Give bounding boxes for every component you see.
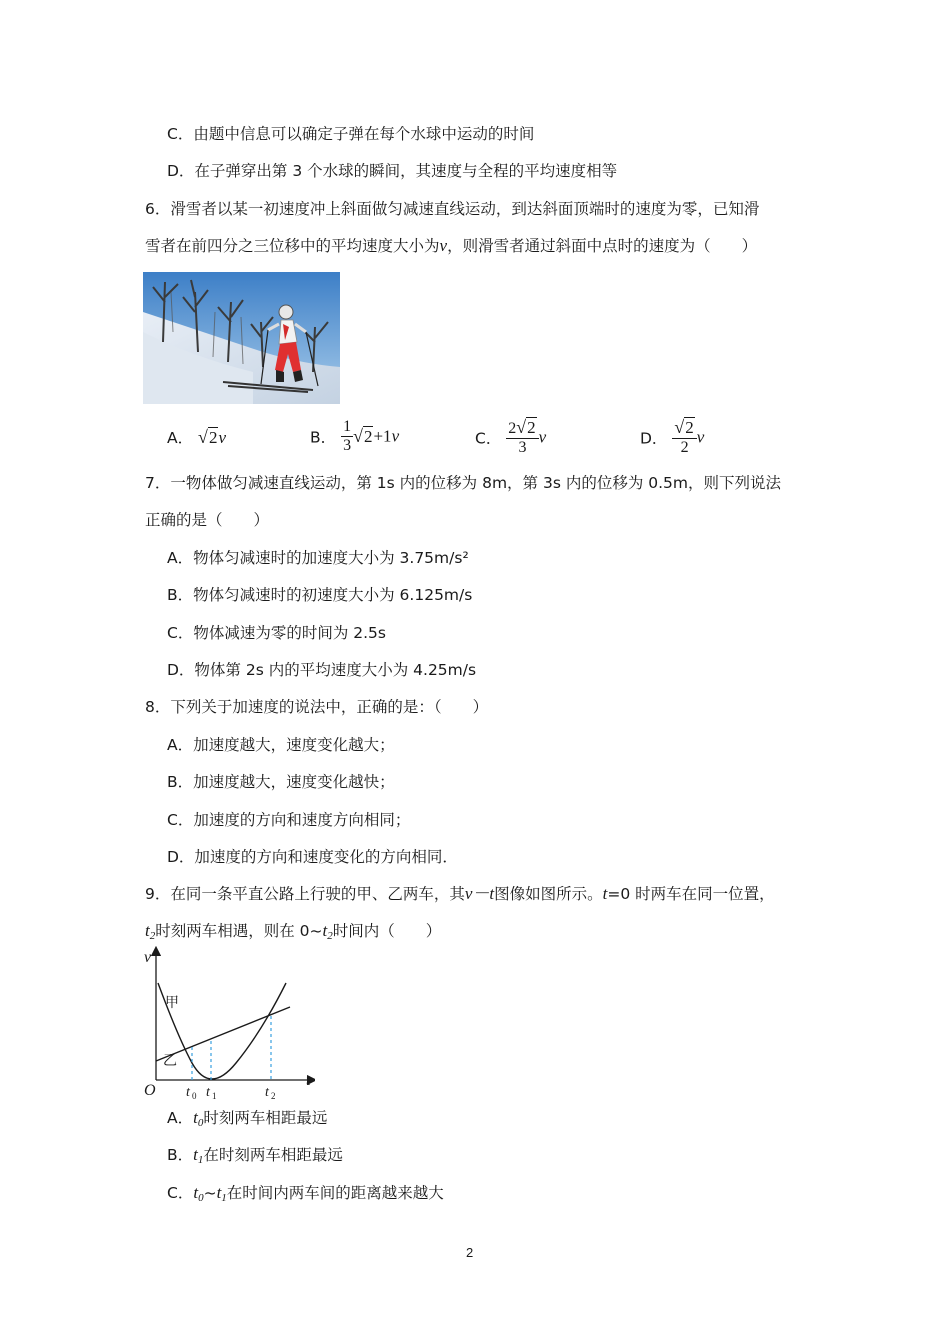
q9-option-a-t: t: [193, 1108, 198, 1127]
q9-option-b-t: t: [193, 1145, 198, 1164]
q6-option-d-radicand: 2: [685, 418, 694, 437]
page-number: 2: [466, 1245, 474, 1260]
graph-y-label: v: [144, 949, 152, 966]
q7-option-b: B．物体匀减速时的初速度大小为 6.125m/s: [167, 586, 473, 604]
q6-option-d-den: 2: [680, 439, 689, 456]
skier-photo: [143, 272, 340, 404]
q6-option-a-expr: √2: [198, 427, 218, 447]
q5-option-d: D．在子弹穿出第 3 个水球的瞬间，其速度与全程的平均速度相等: [167, 162, 618, 180]
q6-option-b-num: 1: [343, 418, 352, 435]
q6-option-a-v: v: [218, 428, 226, 447]
q9-option-c-t0: t: [193, 1183, 199, 1202]
q9-option-b-label: B．: [167, 1146, 194, 1164]
q6-option-a-radicand: 2: [208, 428, 218, 447]
q6-option-b-tail: +1: [373, 426, 392, 446]
graph-origin: O: [144, 1082, 156, 1099]
q6-option-b-label: B．: [310, 428, 337, 447]
q9-t2-symbol-b: t: [322, 921, 328, 940]
q9-option-a-label: A．: [167, 1109, 194, 1127]
q6-option-c-label: C．: [475, 429, 502, 448]
q6-option-a-label: A．: [167, 429, 194, 447]
q6-option-b-v: v: [391, 426, 400, 446]
q6-option-d: [640, 418, 704, 457]
q9-stem-text2: 图像如图所示。: [494, 885, 603, 903]
graph-x-label: t: [306, 1072, 311, 1089]
tick-t2: t: [265, 1085, 269, 1100]
q6-stem-line1: 6．滑雪者以某一初速度冲上斜面做匀减速直线运动，到达斜面顶端时的速度为零，已知滑: [145, 200, 760, 218]
q6-option-b-rad: √2: [353, 426, 373, 446]
q6-option-d-num: √2: [672, 418, 696, 439]
q9-stem-text1: 9．在同一条平直公路上行驶的甲、乙两车，其: [145, 885, 465, 903]
q7-stem-line2: 正确的是（ ）: [145, 511, 270, 529]
q6-option-c-coef: 2: [508, 420, 517, 437]
q6-v-symbol: v: [439, 236, 448, 255]
tick-t2-sub: 2: [271, 1091, 276, 1100]
q9-option-b-sub: 1: [197, 1154, 204, 1166]
q8-option-c: C．加速度的方向和速度方向相同；: [167, 811, 411, 829]
q9-option-c-tilde: ~: [203, 1184, 217, 1202]
q6-option-c-fraction: [506, 418, 538, 457]
vt-graph: [140, 945, 315, 1100]
tick-t1-sub: 1: [212, 1091, 217, 1100]
q6-option-b: [310, 418, 399, 455]
q8-option-a: A．加速度越大，速度变化越大；: [167, 736, 395, 754]
q6-option-d-label: D．: [640, 429, 668, 448]
q7-option-d: D．物体第 2s 内的平均速度大小为 4.25m/s: [167, 661, 477, 679]
q6-option-b-fraction: [341, 418, 353, 455]
tick-t1: t: [206, 1085, 210, 1100]
q9-stem-text4: 时刻两车相遇，则在 0~: [155, 922, 323, 940]
q6-option-a: [167, 426, 226, 448]
q6-option-c-num: 2√2: [506, 418, 538, 439]
q9-option-a-sub: 0: [197, 1117, 204, 1129]
q8-stem: 8．下列关于加速度的说法中，正确的是：（ ）: [145, 698, 489, 716]
q7-option-a: A．物体匀减速时的加速度大小为 3.75m/s²: [167, 549, 469, 567]
q8-option-d: D．加速度的方向和速度变化的方向相同．: [167, 848, 458, 866]
q9-option-b-text: 在时刻两车相距最远: [203, 1146, 343, 1164]
tick-t0: t: [186, 1085, 190, 1100]
q9-stem-line1: [145, 883, 775, 905]
q6-option-d-fraction: [672, 418, 696, 457]
graph-label-jia: 甲: [165, 995, 179, 1011]
q7-option-c: C．物体减速为零的时间为 2.5s: [167, 624, 386, 642]
q5-option-c: C．由题中信息可以确定子弹在每个水球中运动的时间: [167, 125, 535, 143]
graph-label-yi: 乙: [163, 1053, 177, 1069]
q6-option-c: [475, 418, 546, 457]
q6-stem-text: 雪者在前四分之三位移中的平均速度大小为: [145, 237, 440, 255]
q9-stem-text3: =0 时两车在同一位置，: [607, 885, 775, 903]
q9-option-a-text: 时刻两车相距最远: [203, 1109, 328, 1127]
q6-stem-line2: [145, 235, 757, 257]
q9-stem-line2: [145, 920, 441, 947]
q9-t2-symbol: t: [145, 921, 150, 940]
q9-vt-symbol: v－t: [464, 884, 495, 903]
q9-option-a: [167, 1107, 327, 1134]
q6-option-c-v: v: [538, 427, 547, 447]
q6-option-b-radicand: 2: [363, 427, 373, 446]
q6-option-d-v: v: [696, 427, 705, 447]
q9-t2-sub-b: 2: [327, 930, 333, 942]
q6-option-c-den: 3: [518, 439, 527, 456]
q9-t-symbol: t: [602, 884, 608, 903]
q9-option-c-text: 在时间内两车间的距离越来越大: [226, 1184, 444, 1202]
q9-option-b: [167, 1144, 343, 1171]
q9-option-c-label: C．: [167, 1184, 194, 1202]
q9-t2-sub: 2: [149, 930, 156, 942]
q8-option-b: B．加速度越大，速度变化越快；: [167, 773, 395, 791]
q6-option-c-radicand: 2: [527, 418, 536, 437]
q9-option-c-sub0: 0: [198, 1192, 204, 1204]
q9-stem-text5: 时间内（ ）: [332, 922, 442, 940]
q7-stem-line1: 7．一物体做匀减速直线运动，第 1s 内的位移为 8m，第 3s 内的位移为 0.5m，则下列说法: [145, 474, 782, 492]
q9-option-c: [167, 1182, 444, 1209]
q9-option-c-t1: t: [216, 1183, 222, 1202]
tick-t0-sub: 0: [192, 1091, 197, 1100]
q9-option-c-sub1: 1: [221, 1192, 227, 1204]
q6-option-b-den: 3: [343, 437, 352, 454]
q6-stem-text-end: ，则滑雪者通过斜面中点时的速度为（ ）: [447, 237, 758, 255]
